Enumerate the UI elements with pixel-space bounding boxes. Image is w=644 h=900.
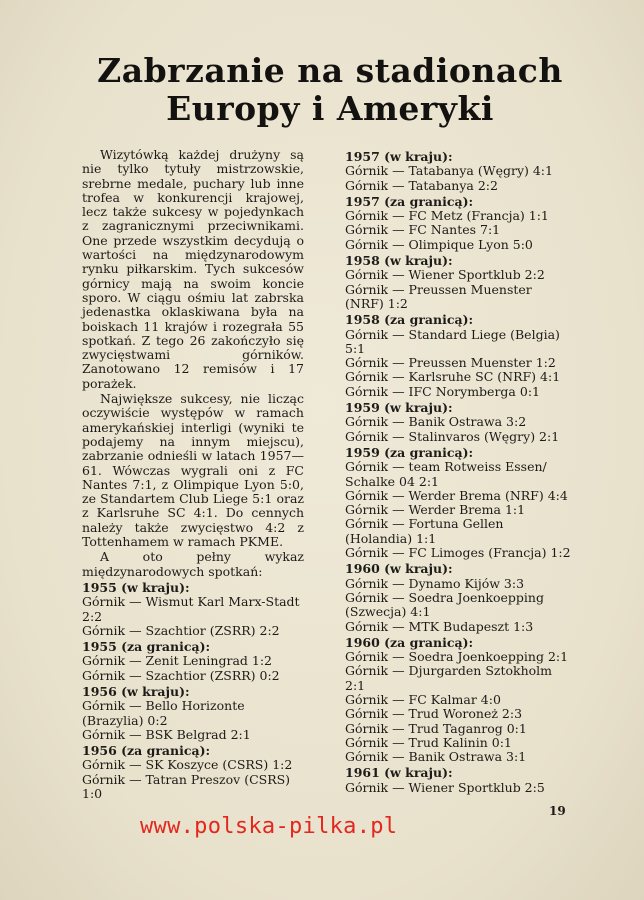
match-line: Górnik — FC Metz (Francja) 1:1 <box>345 208 549 224</box>
results-section <box>82 685 304 742</box>
match-line: Górnik — Standard Liege (Belgia) <box>345 326 560 342</box>
match-line: Górnik — Szachtior (ZSRR) 0:2 <box>82 667 280 683</box>
title-line-2: Europy i Ameryki <box>166 89 494 128</box>
results-section <box>345 313 571 399</box>
match-line: Górnik — Dynamo Kijów 3:3 <box>345 575 525 591</box>
intro-paragraph: Wizytówką każdej drużyny są nie tylko tytuły mistrzowskie, srebrne medale, puchary lub inne trofea w konkurencji krajowej, lecz także sukcesy w pojedynkach z zagranicznymi przeciwnikami. One przede wszystkim decydują o wartości na międzynarodowym rynku piłkarskim. Tych sukcesów górnicy mają na swoim koncie sporo. W ciągu ośmiu lat zabrska jedenastka oklaskiwana była na boiskach 11 krajów i rozegrała 55 spotkań. Z tego 26 zakończyło się zwycięstwami górników. Zanotowano 12 remisów i 17 porażek. <box>82 147 304 391</box>
results-section <box>345 401 571 444</box>
section-header: 1957 (za granicą): <box>345 193 474 209</box>
match-line: Górnik — Szachtior (ZSRR) 2:2 <box>82 622 280 638</box>
match-line: Górnik — Banik Ostrawa 3:1 <box>345 749 527 765</box>
match-line: Górnik — Stalinvaros (Węgry) 2:1 <box>345 428 560 444</box>
match-line: 5:1 <box>345 340 366 356</box>
match-line: Górnik — team Rotweiss Essen/ <box>345 459 547 475</box>
match-line: Górnik — FC Limoges (Francja) 1:2 <box>345 545 571 561</box>
match-line: Górnik — BSK Belgrad 2:1 <box>82 726 251 742</box>
results-section <box>82 640 304 683</box>
title-line-1: Zabrzanie na stadionach <box>97 51 563 90</box>
match-line: Górnik — Karlsruhe SC (NRF) 4:1 <box>345 369 561 385</box>
results-section <box>345 150 571 193</box>
right-column <box>345 148 571 795</box>
results-section <box>345 195 571 252</box>
match-line: Górnik — Tatran Preszov (CSRS) <box>82 771 291 787</box>
match-line: Górnik — Zenit Leningrad 1:2 <box>82 653 273 669</box>
match-line: Schalke 04 2:1 <box>345 473 440 489</box>
section-header: 1961 (w kraju): <box>345 765 453 781</box>
section-header: 1956 (w kraju): <box>82 683 190 699</box>
match-line: 1:0 <box>82 786 103 802</box>
match-line: Górnik — Preussen Muenster <box>345 281 532 297</box>
match-line: Górnik — Olimpique Lyon 5:0 <box>345 236 533 252</box>
list-intro-paragraph: A oto pełny wykaz międzynarodowych spotkań: <box>82 549 304 579</box>
section-header: 1955 (w kraju): <box>82 579 190 595</box>
match-line: (NRF) 1:2 <box>345 295 408 311</box>
results-section <box>345 446 571 560</box>
section-header: 1959 (w kraju): <box>345 400 453 416</box>
match-line: Górnik — Werder Brema (NRF) 4:4 <box>345 487 568 503</box>
match-line: Górnik — Bello Horizonte (Brazylia) 0:2 <box>82 698 245 728</box>
section-header: 1957 (w kraju): <box>345 149 453 164</box>
results-section <box>345 254 571 311</box>
match-line: Górnik — Trud Woroneż 2:3 <box>345 706 523 722</box>
left-column <box>82 148 304 801</box>
match-line: Górnik — Preussen Muenster 1:2 <box>345 355 556 371</box>
results-section <box>82 581 304 638</box>
results-section <box>345 636 571 765</box>
match-line: Górnik — Trud Kalinin 0:1 <box>345 734 512 750</box>
match-line: Górnik — Fortuna Gellen (Holandia) 1:1 <box>345 516 504 546</box>
results-section <box>345 562 571 633</box>
match-line: Górnik — Soedra Joenkoepping 2:1 <box>345 649 569 665</box>
match-line: Górnik — FC Nantes 7:1 <box>345 222 501 238</box>
section-header: 1958 (za granicą): <box>345 312 474 328</box>
match-line: Górnik — Wiener Sportklub 2:5 <box>345 779 545 795</box>
match-line: Górnik — Soedra Joenkoepping <box>345 589 544 605</box>
match-line: Górnik — Werder Brema 1:1 <box>345 502 526 518</box>
match-line: Górnik — Wismut Karl Marx-Stadt <box>82 594 300 610</box>
page-number: 19 <box>549 804 566 818</box>
match-line: 2:2 <box>82 608 103 624</box>
match-line: Górnik — Tatabanya (Węgry) 4:1 <box>345 163 553 179</box>
match-line: Górnik — Wiener Sportklub 2:2 <box>345 267 545 283</box>
match-line: Górnik — SK Koszyce (CSRS) 1:2 <box>82 757 293 773</box>
section-header: 1955 (za granicą): <box>82 639 211 655</box>
match-line: Górnik — IFC Norymberga 0:1 <box>345 383 540 399</box>
watermark-url: www.polska-pilka.pl <box>140 814 398 839</box>
successes-paragraph: Największe sukcesy, nie licząc oczywiście występów w ramach amerykańskiej interligi (wyniki te podajemy na innym miejscu), zabrzanie odnieśli w latach 1957—61. Wówczas wygrali oni z FC Nantes 7:1, z Olimpique Lyon 5:0, ze Standartem Club Liege 5:1 oraz z Karlsruhe SC 4:1. Do cennych należy także zwycięstwo 4:2 z Tottenhamem w ramach PKME. <box>82 391 304 550</box>
section-header: 1958 (w kraju): <box>345 253 453 269</box>
section-header: 1960 (za granicą): <box>345 634 474 650</box>
results-section <box>82 744 304 801</box>
article-title <box>60 52 600 128</box>
section-header: 1956 (za granicą): <box>82 743 211 759</box>
results-section <box>345 766 571 795</box>
match-line: (Szwecja) 4:1 <box>345 604 431 620</box>
match-line: Górnik — FC Kalmar 4:0 <box>345 691 501 707</box>
section-header: 1960 (w kraju): <box>345 561 453 577</box>
match-line: Górnik — Tatabanya 2:2 <box>345 177 498 193</box>
section-header: 1959 (za granicą): <box>345 444 474 460</box>
match-line: Górnik — Djurgarden Sztokholm 2:1 <box>345 663 553 693</box>
match-line: Górnik — Banik Ostrawa 3:2 <box>345 414 527 430</box>
match-line: Górnik — Trud Taganrog 0:1 <box>345 720 527 736</box>
match-line: Górnik — MTK Budapeszt 1:3 <box>345 618 534 634</box>
